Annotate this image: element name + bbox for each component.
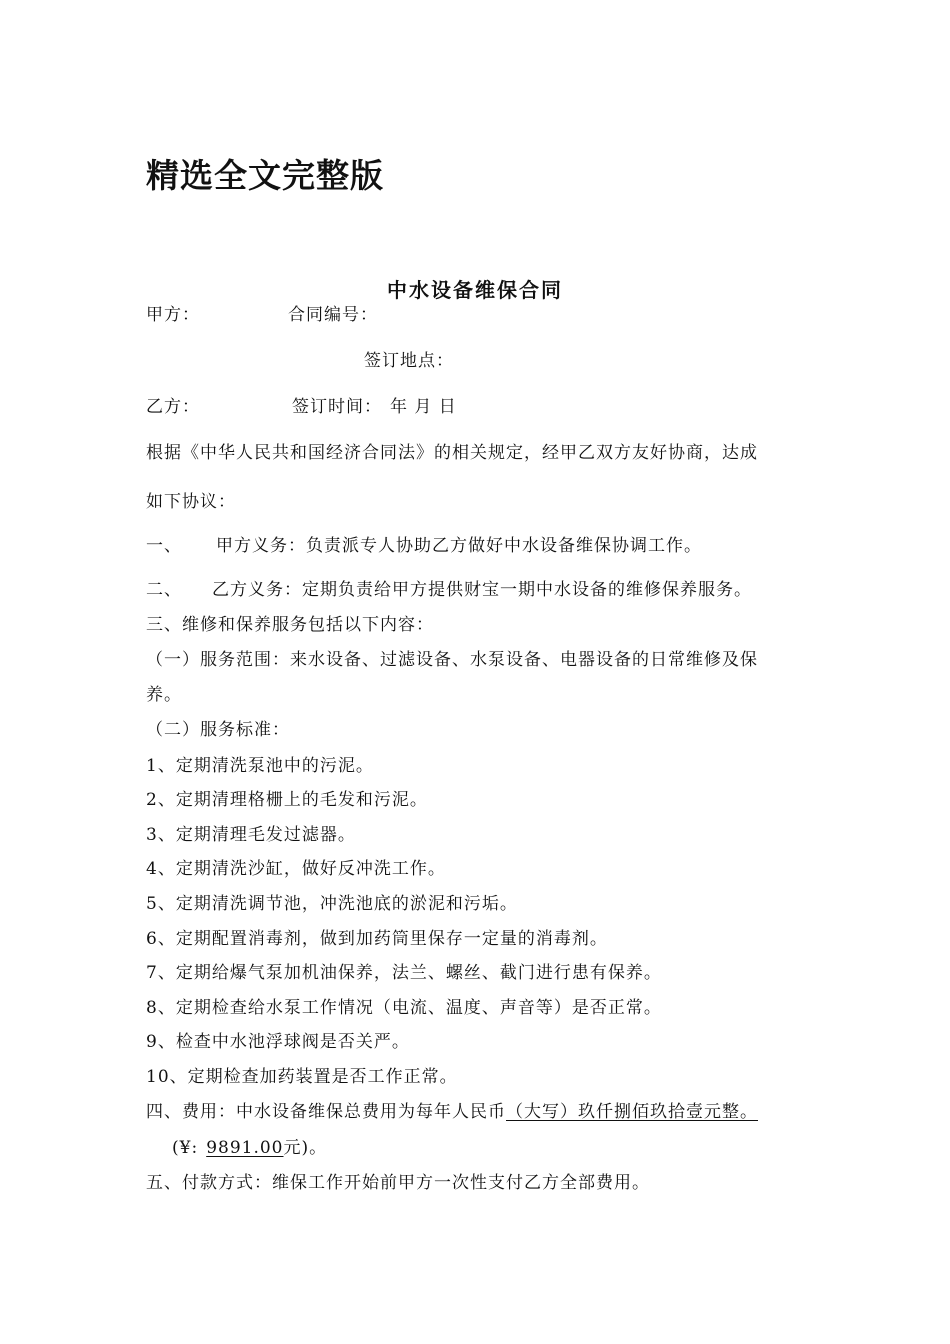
- list-item: 5、定期清洗调节池，冲洗池底的淤泥和污垢。: [146, 894, 518, 914]
- intro-line-2: 如下协议：: [146, 492, 236, 512]
- list-item: 2、定期清理格栅上的毛发和污泥。: [146, 790, 428, 810]
- fee-paren-open: (¥:: [172, 1138, 199, 1158]
- list-item: 10、定期检查加药装置是否工作正常。: [146, 1067, 458, 1087]
- fee-prefix: 四、费用：中水设备维保总费用为每年人民币: [146, 1102, 506, 1122]
- sign-date-fill: 年 月 日: [390, 397, 457, 417]
- fee-amount-number: 9891.00: [206, 1138, 284, 1158]
- list-item: 7、定期给爆气泵加机油保养，法兰、螺丝、截门进行患有保养。: [146, 963, 662, 983]
- header-row-3: [146, 396, 457, 418]
- clause-four: [146, 1101, 758, 1123]
- intro-line-1: 根据《中华人民共和国经济合同法》的相关规定，经甲乙双方友好协商，达成: [146, 443, 758, 463]
- fee-amount-line: [172, 1137, 327, 1159]
- fee-paren-close: 元)。: [283, 1138, 328, 1158]
- list-item: 8、定期检查给水泵工作情况（电流、温度、声音等）是否正常。: [146, 998, 662, 1018]
- clause-two: [146, 579, 752, 601]
- sign-time-label: 签订时间：: [292, 397, 382, 417]
- party-b-label: 乙方：: [146, 397, 200, 417]
- fee-amount-words: （大写）玖仟捌佰玖拾壹元整。: [506, 1102, 758, 1122]
- scope-line-2: 养。: [146, 685, 182, 705]
- contract-title: 中水设备维保合同: [387, 278, 563, 302]
- clause-one: [146, 535, 702, 557]
- list-item: 3、定期清理毛发过滤器。: [146, 825, 356, 845]
- list-item: 6、定期配置消毒剂，做到加药筒里保存一定量的消毒剂。: [146, 929, 608, 949]
- sign-place-label: 签订地点：: [364, 351, 454, 371]
- standard-heading: （二）服务标准：: [146, 720, 290, 740]
- clause-three: 三、维修和保养服务包括以下内容：: [146, 615, 434, 635]
- scope-line-1: （一）服务范围：来水设备、过滤设备、水泵设备、电器设备的日常维修及保: [146, 650, 758, 670]
- clause-two-text: 乙方义务：定期负责给甲方提供财宝一期中水设备的维修保养服务。: [212, 580, 752, 600]
- list-item: 4、定期清洗沙缸，做好反冲洗工作。: [146, 859, 446, 879]
- list-item: 9、检查中水池浮球阀是否关严。: [146, 1032, 410, 1052]
- clause-five: 五、付款方式：维保工作开始前甲方一次性支付乙方全部费用。: [146, 1173, 650, 1193]
- clause-two-number: 二、: [146, 580, 182, 600]
- party-a-label: 甲方：: [146, 305, 200, 325]
- clause-one-number: 一、: [146, 536, 182, 556]
- contract-no-label: 合同编号：: [288, 305, 378, 325]
- clause-one-text: 甲方义务：负责派专人协助乙方做好中水设备维保协调工作。: [216, 536, 702, 556]
- watermark-banner: 精选全文完整版: [146, 156, 384, 195]
- header-row-1: [146, 304, 378, 326]
- list-item: 1、定期清洗泵池中的污泥。: [146, 756, 374, 776]
